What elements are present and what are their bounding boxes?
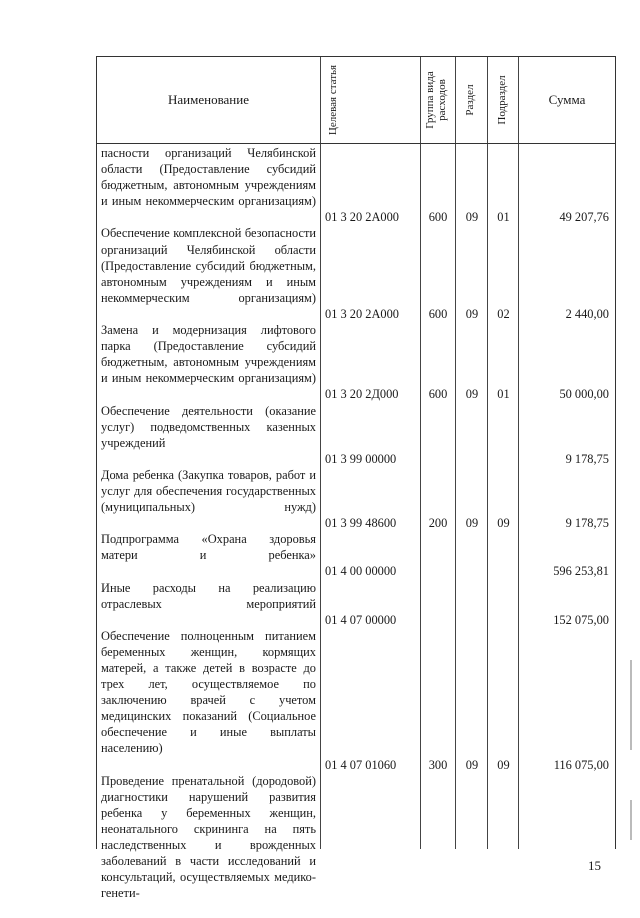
table-body <box>97 145 615 918</box>
table-row <box>97 225 615 322</box>
table-row <box>97 322 615 402</box>
table-row <box>97 467 615 531</box>
header-sum: Сумма <box>548 92 586 107</box>
row-sum: 116 075,00 <box>553 757 609 772</box>
row-section: 09 <box>465 387 479 402</box>
row-target-article: 01 4 07 01060 <box>325 757 397 772</box>
table-row <box>97 628 615 773</box>
scan-edge-mark <box>630 660 632 750</box>
header-divider <box>97 143 615 144</box>
row-name: Обеспечение деятельности (оказание услуг) подведомственных казенных учреждений <box>101 403 316 450</box>
row-subsection: 01 <box>497 387 510 402</box>
header-section: Раздел <box>464 84 476 116</box>
scan-edge-mark <box>630 800 632 840</box>
row-sum: 2 440,00 <box>565 306 609 321</box>
row-name: Дома ребенка (Закупка товаров, работ и услуг для обеспечения государственных (муниципальных) нужд) <box>101 467 316 515</box>
header-name: Наименование <box>168 92 249 107</box>
header-target-article: Целевая статья <box>327 64 339 136</box>
row-section: 09 <box>465 306 479 321</box>
row-sum: 152 075,00 <box>553 612 609 627</box>
header-subsection: Подраздел <box>496 75 508 125</box>
row-subsection: 02 <box>497 306 510 321</box>
row-target-article: 01 4 07 00000 <box>325 612 397 627</box>
row-expense-group: 300 <box>428 757 448 772</box>
row-expense-group: 600 <box>428 387 448 402</box>
table-row <box>97 403 615 467</box>
row-section: 09 <box>465 210 479 225</box>
row-sum: 9 178,75 <box>565 516 609 531</box>
row-target-article: 01 3 20 2А000 <box>325 210 399 225</box>
row-section: 09 <box>465 757 479 772</box>
row-expense-group: 600 <box>428 210 448 225</box>
row-subsection: 01 <box>497 210 510 225</box>
row-name: Обеспечение полноценным питанием беременных женщин, кормящих матерей, а также детей в возрасте до трех лет, осуществляемое по заключению врачей с учетом медицинских показаний (Социальное обеспечение и иные выплаты населению) <box>101 628 316 756</box>
row-name: Обеспечение комплексной безопасности организаций Челябинской области (Предоставление субсидий бюджетным, автономным учреждениям и иным некоммерческим организациям) <box>101 226 316 305</box>
row-sum: 50 000,00 <box>559 387 609 402</box>
row-name: Замена и модернизация лифтового парка (Предоставление субсидий бюджетным, автономным учреждениям и иным некоммерческим организациям) <box>101 323 316 386</box>
row-subsection: 09 <box>497 757 510 772</box>
row-target-article: 01 3 99 00000 <box>325 451 397 466</box>
row-target-article: 01 3 20 2А000 <box>325 306 399 321</box>
table-row <box>97 145 615 225</box>
table-row <box>97 531 615 579</box>
row-section: 09 <box>465 516 479 531</box>
table-row <box>97 580 615 628</box>
row-target-article: 01 4 00 00000 <box>325 564 397 579</box>
row-target-article: 01 3 20 2Д000 <box>325 387 399 402</box>
row-sum: 49 207,76 <box>559 210 609 225</box>
table-row <box>97 773 615 918</box>
row-name: Проведение пренатальной (дородовой) диагностики нарушений развития ребенка у беременных женщин, неонатального скрининга на пять наследственных и врожденных заболеваний в части исследований и консультаций, осуществляемых медико-генети- <box>101 773 316 901</box>
row-expense-group: 200 <box>428 516 448 531</box>
row-sum: 9 178,75 <box>565 451 609 466</box>
row-target-article: 01 3 99 48600 <box>325 516 397 531</box>
header-expense-group: Группа вида расходов <box>424 71 448 129</box>
row-sum: 596 253,81 <box>553 564 609 579</box>
row-expense-group: 600 <box>428 306 448 321</box>
row-name: Подпрограмма «Охрана здоровья матери и ребенка» <box>101 532 316 563</box>
budget-table <box>96 56 616 901</box>
row-subsection: 09 <box>497 516 510 531</box>
page-number: 15 <box>588 858 601 873</box>
row-name: пасности организаций Челябинской области (Предоставление субсидий бюджетным, автономным учреждениям и иным некоммерческим организациям) <box>101 146 316 209</box>
row-name: Иные расходы на реализацию отраслевых мероприятий <box>101 580 316 611</box>
